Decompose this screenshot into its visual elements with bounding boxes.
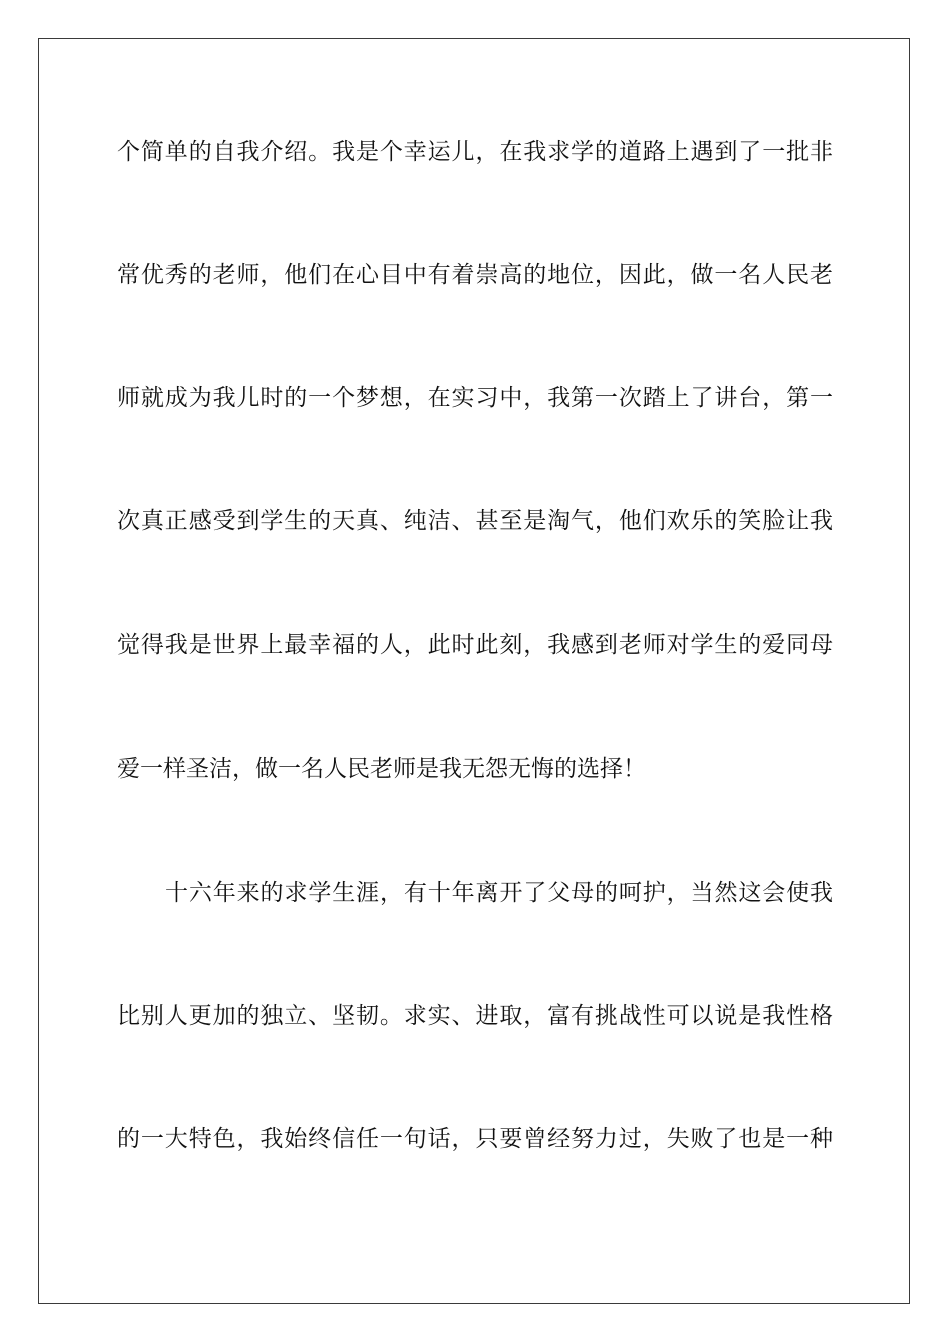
text-line-6: 爱一样圣洁，做一名人民老师是我无怨无悔的选择！ (117, 756, 646, 782)
text-line-2: 常优秀的老师，他们在心目中有着崇高的地位，因此，做一名人民老 (117, 262, 833, 288)
text-line-3: 师就成为我儿时的一个梦想，在实习中，我第一次踏上了讲台，第一 (117, 385, 833, 411)
text-line-8: 比别人更加的独立、坚韧。求实、进取，富有挑战性可以说是我性格 (117, 1003, 833, 1029)
text-line-5: 觉得我是世界上最幸福的人，此时此刻，我感到老师对学生的爱同母 (117, 632, 833, 658)
text-line-4: 次真正感受到学生的天真、纯洁、甚至是淘气，他们欢乐的笑脸让我 (117, 508, 833, 534)
text-line-7: 十六年来的求学生涯，有十年离开了父母的呵护，当然这会使我 (165, 880, 833, 906)
text-line-1: 个简单的自我介绍。我是个幸运儿，在我求学的道路上遇到了一批非 (117, 139, 833, 165)
text-line-9: 的一大特色，我始终信任一句话，只要曾经努力过，失败了也是一种 (117, 1126, 833, 1152)
page-frame (38, 38, 910, 1304)
